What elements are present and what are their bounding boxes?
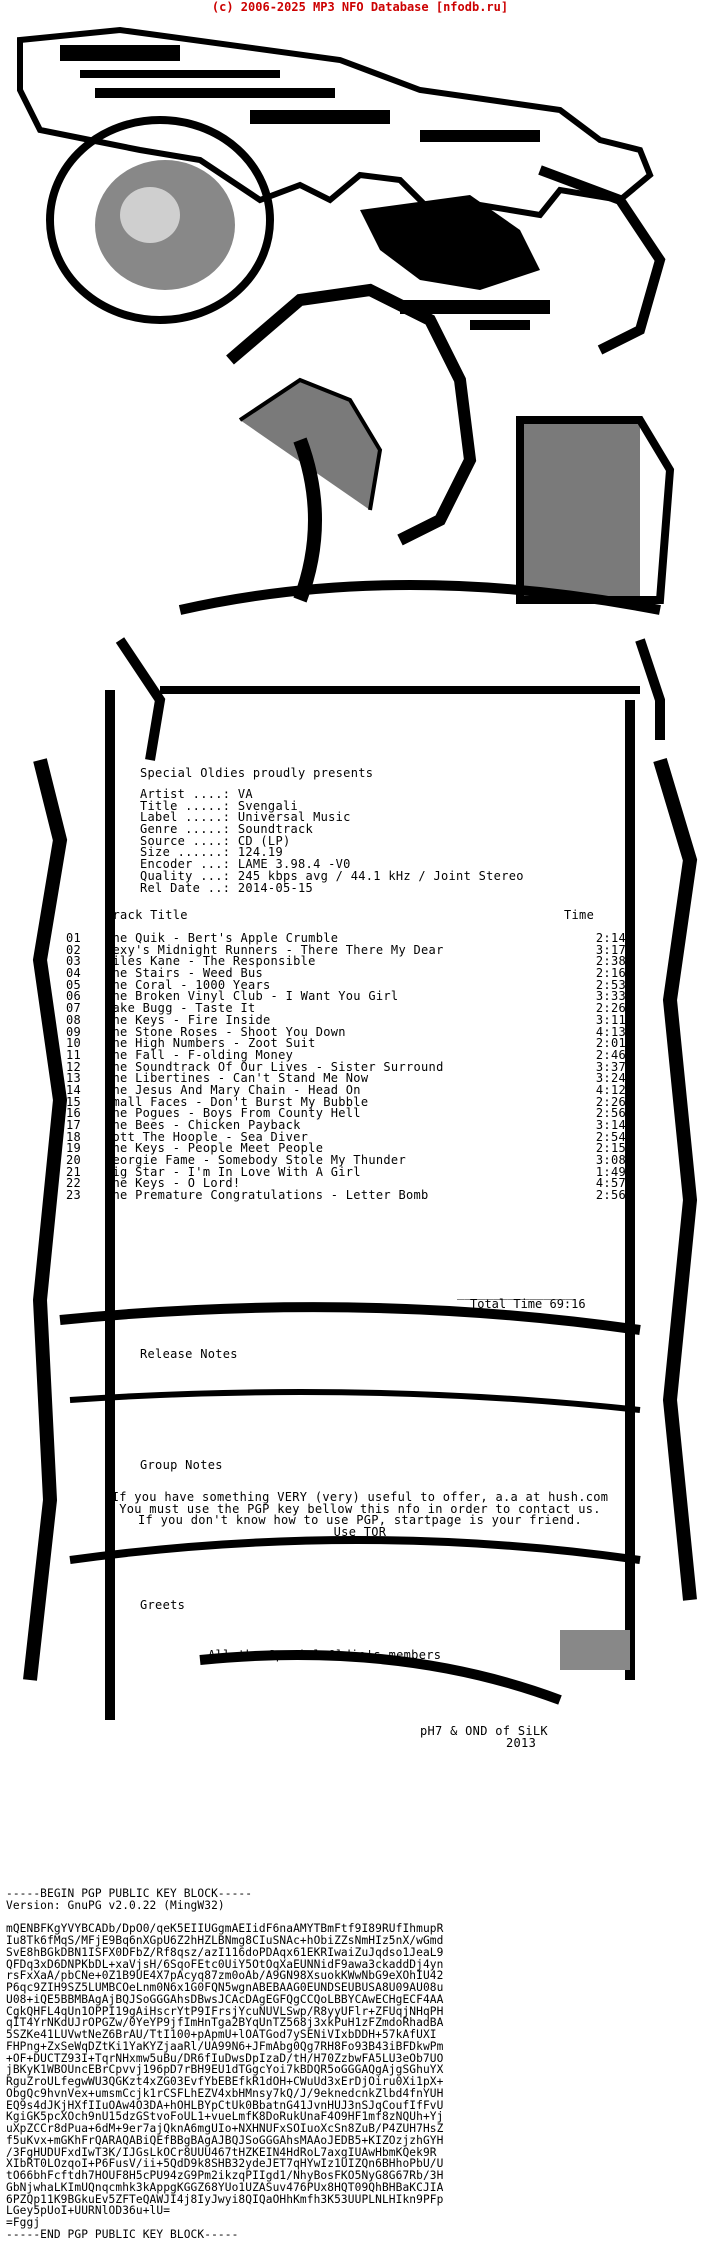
- track-time: 2:26: [595, 1094, 626, 1109]
- group-notes-heading: Group Notes: [140, 1458, 223, 1472]
- info-row: [140, 880, 524, 895]
- track-title: The Soundtrack Of Our Lives - Sister Surround: [105, 1059, 444, 1074]
- track-number: 20: [66, 1153, 82, 1168]
- track-time: 2:38: [595, 954, 626, 969]
- track-row: [66, 1190, 626, 1202]
- track-time: 3:33: [595, 989, 626, 1004]
- track-time: 3:37: [595, 1059, 626, 1074]
- track-number: 15: [66, 1094, 82, 1109]
- group-text-line: If you don't know how to use PGP, startpage is your friend.: [138, 1513, 582, 1528]
- pgp-line: f5uKvx+mGKhFrQARAQABiQEfBBgBAgAJBQJSoGGGAhsMAAoJEDB5+KIZOzjzhGYH: [6, 2133, 444, 2147]
- track-time: 2:54: [595, 1129, 626, 1144]
- track-time: 2:14: [595, 931, 626, 945]
- track-time: 3:17: [595, 942, 626, 957]
- tracklist-header-title: Track Title: [105, 908, 188, 922]
- track-time: 4:13: [595, 1024, 626, 1039]
- track-title: Georgie Fame - Somebody Stole My Thunder: [105, 1153, 406, 1168]
- pgp-line: tO66bhFcftdh7HOUF8H5cPU94zG9Pm2ikzqPIIgd1/NhyBosFKO5NyG8G67Rb/3H: [6, 2169, 444, 2182]
- track-time: 2:16: [595, 966, 626, 981]
- pgp-line: =Fggj: [6, 2216, 41, 2229]
- track-time: 2:46: [595, 1047, 626, 1062]
- pgp-line: +OF+DUCTZ93I+TqrNHxmw5uBu/DR6fIuDwsDpIzaD/tH/H70ZzbwFA5LU3eOb7UO: [6, 2051, 444, 2065]
- track-number: 16: [66, 1106, 82, 1121]
- track-time: 3:24: [595, 1071, 626, 1086]
- track-time: 4:12: [595, 1082, 626, 1097]
- track-title: The Libertines - Can't Stand Me Now: [105, 1071, 369, 1086]
- credits-line-2: 2013: [506, 1736, 537, 1750]
- track-title: The Stone Roses - Shoot You Down: [105, 1024, 346, 1039]
- track-time: 2:56: [595, 1188, 626, 1203]
- credits-line-1: pH7 & OND of SiLK: [420, 1724, 548, 1738]
- track-title: Mott The Hoople - Sea Diver: [105, 1129, 309, 1144]
- track-number: 02: [66, 942, 82, 957]
- pgp-line: 5SZKe41LUVwtNeZ6BrAU/TtI100+pApmU+lOATGod7ySENiVIxbDDH+57kAfUXI: [6, 2028, 437, 2041]
- site-header: (c) 2006-2025 MP3 NFO Database [nfodb.ru]: [211, 0, 509, 14]
- track-number: 08: [66, 1012, 82, 1027]
- track-title: Jake Bugg - Taste It: [105, 1001, 256, 1016]
- tracklist: [66, 933, 626, 1202]
- info-label: Label .....:: [140, 810, 238, 825]
- pgp-line: SvE8hBGkDBN1ISFX0DFbZ/Rf8qsz/azI116doPDAqx61EKRIwaiZuJqdso1JeaL9: [6, 1945, 444, 1959]
- pgp-line: KgiGK5pcXOch9nU15dzGStvoFoUL1+vueLmfK8DoRukUnaF4O9HF1mf8zNQUh+Yj: [6, 2110, 444, 2124]
- release-info: [140, 789, 524, 894]
- pgp-line: LGey5pUoI+UURNlOD36u+lU=: [6, 2204, 171, 2218]
- track-number: 06: [66, 989, 82, 1004]
- tracklist-header-time: Time: [564, 908, 595, 922]
- pgp-line: GbNjwhaLKImUQnqcmhk3kAppgKGGZ68YUo1UZASuv476PUx8HQT09QhBHBaKCJIA: [6, 2180, 444, 2194]
- track-number: 13: [66, 1071, 82, 1086]
- track-title: The Jesus And Mary Chain - Head On: [105, 1082, 361, 1097]
- track-title: The High Numbers - Zoot Suit: [105, 1036, 316, 1051]
- track-number: 09: [66, 1024, 82, 1039]
- track-title: Miles Kane - The Responsible: [105, 954, 316, 969]
- info-label: Source ....:: [140, 833, 238, 848]
- pgp-line: RguZroULfegwWU3QGKzt4xZG03EvfYbEBEfkR1dOH+CWuUd3xErDjOiru0Xi1pX+: [6, 2075, 444, 2088]
- total-rule: ________________: [457, 1286, 573, 1300]
- greets-heading: Greets: [140, 1598, 186, 1612]
- release-notes-heading: Release Notes: [140, 1347, 238, 1361]
- track-time: 1:49: [595, 1164, 626, 1179]
- track-title: The Quik - Bert's Apple Crumble: [105, 931, 339, 945]
- pgp-public-key-block: [6, 1888, 711, 2241]
- group-text-line: You must use the PGP key bellow this nfo in order to contact us.: [119, 1501, 601, 1516]
- pgp-line: /3FgHUDUFxdIwT3K/IJGsLkOCr8UUU467tHZKEIN4HdRoL7axgIUAwHbmKQek9R: [6, 2145, 437, 2159]
- track-title: The Pogues - Boys From County Hell: [105, 1106, 361, 1121]
- group-notes-text: [40, 1492, 680, 1539]
- track-number: 21: [66, 1164, 82, 1179]
- track-title: The Broken Vinyl Club - I Want You Girl: [105, 989, 399, 1004]
- pgp-line: -----END PGP PUBLIC KEY BLOCK-----: [6, 2227, 239, 2241]
- group-text-line: Use TOR: [333, 1525, 387, 1540]
- track-title: Small Faces - Don't Burst My Bubble: [105, 1094, 369, 1109]
- total-time: Total Time 69:16: [470, 1297, 586, 1311]
- pgp-line: Iu8Tk6fMqS/MFjE9Bq6nXGpU6Z2hHZLBNmg8CIuSNAc+hObiZZsNmHIz5nX/wGmd: [6, 1934, 444, 1947]
- track-title: The Keys - O Lord!: [105, 1176, 241, 1191]
- pgp-line: 6PZQp11K9BGkuEv5ZFTeQAWJI4j8IyJwyi8QIQaOHhKmfh3K53UUPLNLHIkn9PFp: [6, 2192, 444, 2206]
- pgp-line: ObgQc9hvnVex+umsmCcjk1rCSFLhEZV4xbHMnsy7kQ/J/9eknedcnkZlbd4fnYUH: [6, 2086, 444, 2100]
- pgp-line: FHPng+ZxSeWqDZtKi1YaKYZjaaRl/UA99N6+JFmAbg0Qg7RH8Fo93B43iBFDkwPm: [6, 2039, 444, 2053]
- greets-text: All the Special Oldie's members: [208, 1648, 442, 1662]
- track-title: The Premature Congratulations - Letter Bomb: [105, 1188, 429, 1203]
- track-title: The Fall - F-olding Money: [105, 1047, 294, 1062]
- info-label: Quality ...:: [140, 868, 238, 883]
- track-time: 2:01: [595, 1036, 626, 1051]
- info-value: 2014-05-15: [237, 880, 314, 895]
- track-title: The Keys - Fire Inside: [105, 1012, 271, 1027]
- track-number: 10: [66, 1036, 82, 1051]
- track-time: 2:56: [595, 1106, 626, 1121]
- track-number: 18: [66, 1129, 82, 1144]
- presents-line: Special Oldies proudly presents: [140, 766, 374, 780]
- info-value: VA: [237, 787, 253, 801]
- track-number: 05: [66, 977, 82, 992]
- info-value: LAME 3.98.4 -V0: [237, 857, 351, 872]
- track-time: 3:11: [595, 1012, 626, 1027]
- track-number: 17: [66, 1118, 82, 1132]
- pgp-line: qIT4YrNKdUJrOPGZw/0YeYP9jfImHnTga2BYqUnTZ568j3xkPuH1zFZmdoRhadBA: [6, 2016, 444, 2030]
- pgp-line: CgkQHFL4qUn1OPPI19gAiHscrYtP9IFrsjYcuNUVLSwp/R8yyUFlr+ZFUqjNHqPH: [6, 2004, 444, 2018]
- track-time: 3:08: [595, 1153, 626, 1168]
- track-title: The Bees - Chicken Payback: [105, 1118, 301, 1132]
- group-text-line: If you have something VERY (very) useful to offer, a.a at hush.com: [111, 1490, 609, 1504]
- track-number: 03: [66, 954, 82, 969]
- info-value: 124.19: [237, 845, 283, 860]
- track-number: 23: [66, 1188, 82, 1203]
- track-time: 4:57: [595, 1176, 626, 1191]
- track-title: The Stairs - Weed Bus: [105, 966, 264, 981]
- track-number: 04: [66, 966, 82, 981]
- pgp-line: mQENBFKgYVYBCADb/DpO0/qeK5EIIUGgmAEIidF6naAMYTBmFtf9I89RUfIhmupR: [6, 1922, 444, 1936]
- track-time: 2:53: [595, 977, 626, 992]
- track-number: 01: [66, 931, 82, 945]
- track-time: 2:15: [595, 1141, 626, 1156]
- track-number: 07: [66, 1001, 82, 1016]
- track-time: 3:14: [595, 1118, 626, 1132]
- info-value: Svengali: [237, 798, 299, 813]
- info-value: Universal Music: [237, 810, 351, 825]
- info-label: Size ......:: [140, 845, 238, 860]
- pgp-line: jBKyK1WBOUncEBrCpvvj196pD7rBH9EU1dTGgcYoi7kBDQR5oGGGAQgAjgSGhuYX: [6, 2063, 444, 2077]
- track-title: The Coral - 1000 Years: [105, 977, 271, 992]
- track-number: 12: [66, 1059, 82, 1074]
- info-label: Rel Date ..:: [140, 880, 238, 895]
- pgp-line: P6qc9ZIH9SZ5LUMBCOeLnm0N6x1G0FQN5wgnABEBAAG0EUNDSEUBUSA8U09AU08u: [6, 1981, 444, 1994]
- track-number: 11: [66, 1047, 82, 1062]
- track-number: 14: [66, 1082, 82, 1097]
- info-label: Artist ....:: [140, 787, 238, 801]
- pgp-line: rsFxXaA/pbCNe+0Z1B9UE4X7pAcyq87zm0oAb/A9GN98XsuokKWwNbG9eXOhIU42: [6, 1969, 444, 1983]
- info-label: Genre .....:: [140, 822, 238, 837]
- pgp-line: EQ9s4dJKjHXfIIuOAw4O3DA+hOHLBYpCtUk0BbatnG41JvnHUJ3nSJqCoufIfFvU: [6, 2098, 444, 2112]
- track-title: The Keys - People Meet People: [105, 1141, 324, 1156]
- pgp-line: XIbRT0LOzqoI+P6FusV/ii+5QdD9k8SHB32ydeJET7qHYwIz1UIZQn6BHhoPbU/U: [6, 2157, 444, 2171]
- track-time: 2:26: [595, 1001, 626, 1016]
- pgp-line: uXpZCCr8dPua+6dM+9er7ajQknA6mgUIo+NXHNUFxSOIuoXcSn8ZuB/P4ZUH7HsZ: [6, 2122, 444, 2135]
- pgp-line: Version: GnuPG v2.0.22 (MingW32): [6, 1898, 225, 1912]
- track-number: 22: [66, 1176, 82, 1191]
- info-label: Title .....:: [140, 798, 238, 813]
- pgp-line: U08+iQE5BBMBAgAjBQJSoGGGAhsDBwsJCAcDAgEGFQgCCQoLBBYCAwECHgECF4AA: [6, 1992, 444, 2006]
- pgp-line: -----BEGIN PGP PUBLIC KEY BLOCK-----: [6, 1887, 253, 1900]
- pgp-line: QFDq3xD6DNPKbDL+xaVjsH/6SqoFEtc0UiY5OtOqXaEUNNidF9awa3ckaddDj4yn: [6, 1957, 444, 1971]
- track-title: Dexy's Midnight Runners - There There My Dear: [105, 942, 444, 957]
- info-value: Soundtrack: [237, 822, 314, 837]
- info-value: 245 kbps avg / 44.1 kHz / Joint Stereo: [237, 868, 524, 883]
- info-value: CD (LP): [237, 833, 291, 848]
- info-label: Encoder ...:: [140, 857, 238, 872]
- track-number: 19: [66, 1141, 82, 1156]
- track-title: Big Star - I'm In Love With A Girl: [105, 1164, 361, 1179]
